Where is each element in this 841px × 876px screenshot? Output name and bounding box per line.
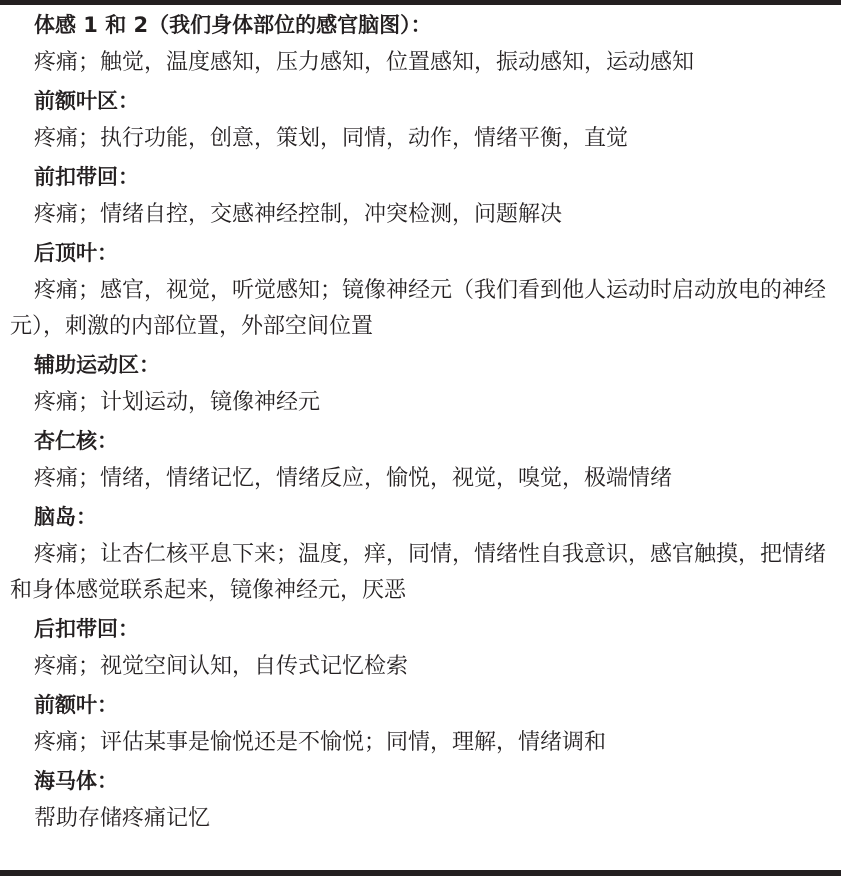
entry-supplementary-motor — [0, 345, 841, 421]
entry-text: 疼痛；触觉，温度感知，压力感知，位置感知，振动感知，运动感知 — [34, 50, 695, 75]
entry-heading: 杏仁核： — [34, 429, 118, 453]
entry-amygdala — [0, 421, 841, 497]
entry-insula — [0, 497, 841, 609]
entry-hippocampus — [0, 761, 841, 837]
entry-text: 疼痛；计划运动，镜像神经元 — [34, 390, 321, 415]
entry-text: 疼痛；执行功能，创意，策划，同情，动作，情绪平衡，直觉 — [34, 126, 629, 151]
entry-heading: 前额叶： — [34, 693, 118, 717]
entry-text: 帮助存储疼痛记忆 — [34, 806, 211, 831]
entry-heading: 体感 1 和 2（我们身体部位的感官脑图）： — [34, 13, 432, 37]
entry-heading: 前额叶区： — [34, 89, 139, 113]
entry-posterior-cingulate — [0, 609, 841, 685]
entry-heading: 后扣带回： — [34, 617, 139, 641]
bottom-rule — [0, 870, 841, 876]
entry-heading: 前扣带回： — [34, 165, 139, 189]
entry-text: 疼痛；感官，视觉，听觉感知；镜像神经元（我们看到他人运动时启动放电的神经元），刺激的内部位置，外部空间位置 — [10, 278, 827, 339]
entry-text: 疼痛；视觉空间认知，自传式记忆检索 — [34, 654, 409, 679]
entry-heading: 脑岛： — [34, 505, 97, 529]
entry-prefrontal-lobe — [0, 685, 841, 761]
entry-posterior-parietal — [0, 233, 841, 345]
entry-text: 疼痛；让杏仁核平息下来；温度，痒，同情，情绪性自我意识，感官触摸，把情绪和身体感觉联系起来，镜像神经元，厌恶 — [10, 542, 827, 603]
entry-prefrontal-area — [0, 81, 841, 157]
entry-heading: 后顶叶： — [34, 241, 118, 265]
entry-text: 疼痛；情绪，情绪记忆，情绪反应，愉悦，视觉，嗅觉，极端情绪 — [34, 466, 673, 491]
entry-anterior-cingulate — [0, 157, 841, 233]
brain-region-list — [0, 5, 841, 837]
entry-text: 疼痛；评估某事是愉悦还是不愉悦；同情，理解，情绪调和 — [34, 730, 607, 755]
entry-heading: 海马体： — [34, 769, 118, 793]
entry-heading: 辅助运动区： — [34, 353, 160, 377]
entry-somatosensory — [0, 5, 841, 81]
entry-text: 疼痛；情绪自控，交感神经控制，冲突检测，问题解决 — [34, 202, 563, 227]
